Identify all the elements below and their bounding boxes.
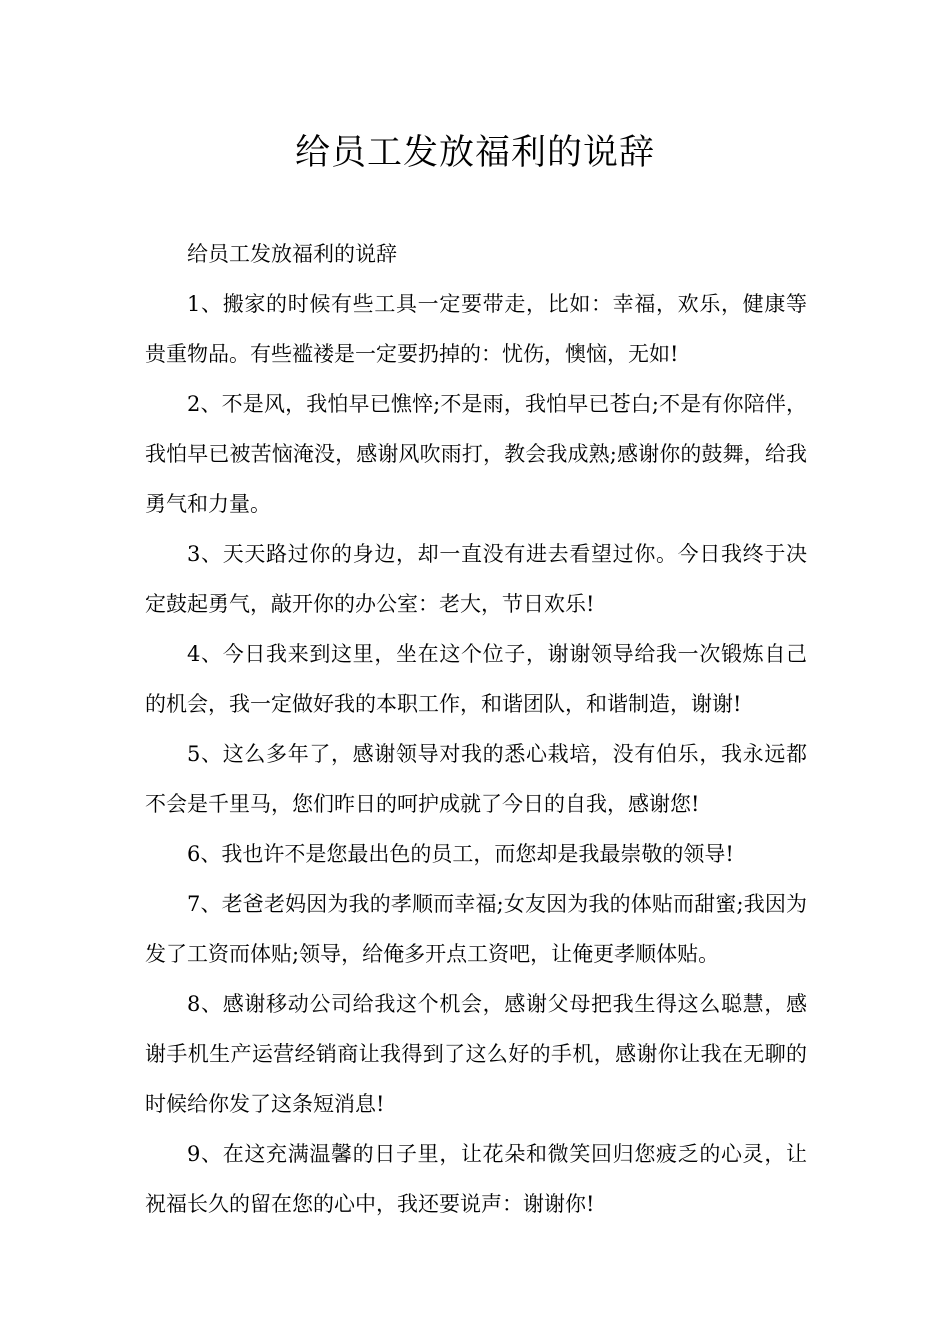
document-body (145, 229, 807, 1229)
paragraph-6: 6、我也许不是您最出色的员工，而您却是我最崇敬的领导! (187, 842, 734, 866)
paragraph-9: 9、在这充满温馨的日子里，让花朵和微笑回归您疲乏的心灵，让祝福长久的留在您的心中，我还要说声：谢谢你! (145, 1142, 807, 1216)
paragraph-3: 3、天天路过你的身边，却一直没有进去看望过你。今日我终于决定鼓起勇气，敲开你的办公室：老大，节日欢乐! (145, 542, 807, 616)
paragraph-1: 1、搬家的时候有些工具一定要带走，比如：幸福，欢乐，健康等贵重物品。有些褴褛是一定要扔掉的：忧伤，懊恼，无如! (145, 292, 807, 366)
paragraph-8: 8、感谢移动公司给我这个机会，感谢父母把我生得这么聪慧，感谢手机生产运营经销商让我得到了这么好的手机，感谢你让我在无聊的时候给你发了这条短消息! (145, 992, 807, 1116)
paragraph-5: 5、这么多年了，感谢领导对我的悉心栽培，没有伯乐，我永远都不会是千里马，您们昨日的呵护成就了今日的自我，感谢您! (145, 742, 807, 816)
paragraph-intro: 给员工发放福利的说辞 (187, 242, 397, 266)
page-title: 给员工发放福利的说辞 (294, 133, 655, 173)
paragraph-2: 2、不是风，我怕早已憔悴;不是雨，我怕早已苍白;不是有你陪伴，我怕早已被苦恼淹没，感谢风吹雨打，教会我成熟;感谢你的鼓舞，给我勇气和力量。 (145, 392, 807, 516)
paragraph-7: 7、老爸老妈因为我的孝顺而幸福;女友因为我的体贴而甜蜜;我因为发了工资而体贴;领导，给俺多开点工资吧，让俺更孝顺体贴。 (145, 892, 807, 966)
paragraph-4: 4、今日我来到这里，坐在这个位子，谢谢领导给我一次锻炼自己的机会，我一定做好我的本职工作，和谐团队，和谐制造，谢谢! (145, 642, 807, 716)
